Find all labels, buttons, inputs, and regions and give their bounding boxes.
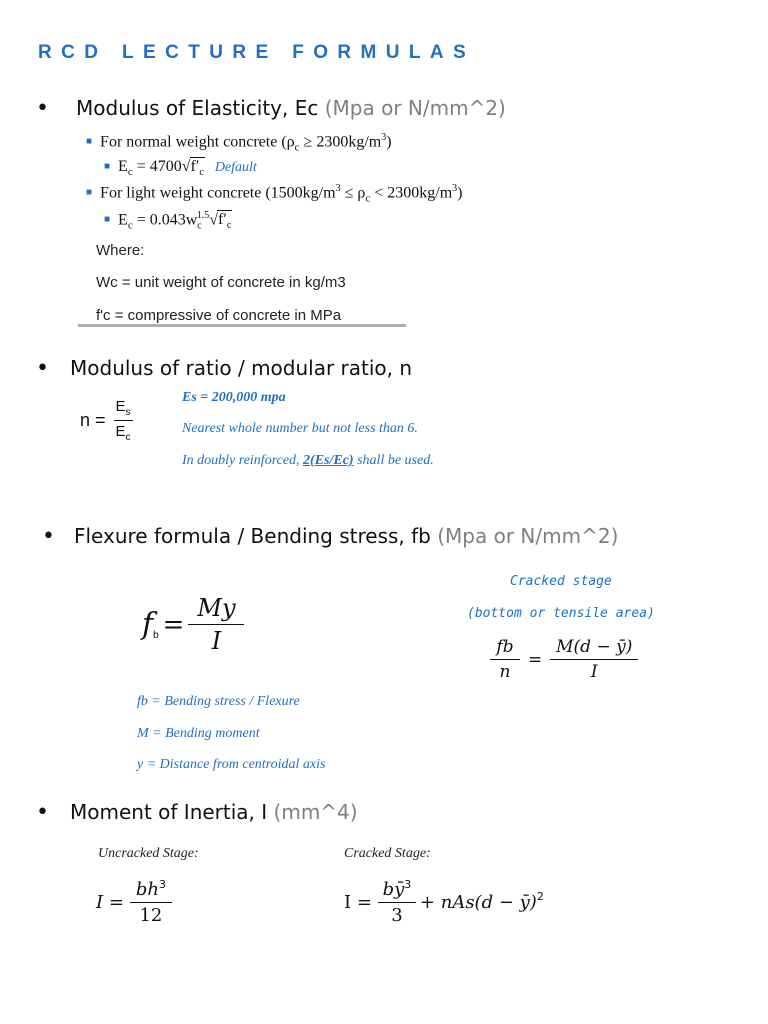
m-definition: M = Bending moment (137, 726, 260, 741)
normal-weight-line: ■ For normal weight concrete $(\rho_c \ge 2300kg/m^3)$ (86, 132, 392, 154)
tensile-area-label: (bottom or tensile area) (467, 606, 655, 621)
section-heading-inertia: Moment of Inertia, I (mm^4) (70, 800, 358, 824)
bullet: • (36, 800, 49, 825)
cracked-flexure-formula: $\frac{fb}{n}$ = $\frac{M(d - ȳ)}{I}$ (490, 637, 638, 682)
flexure-formula: f $_b$ = $\frac{My}{I}$ (142, 594, 244, 655)
square-bullet-icon: ■ (86, 136, 93, 148)
square-bullet-icon: ■ (104, 161, 111, 172)
fb-definition: fb = Bending stress / Flexure (137, 694, 300, 709)
ec-normal-formula: ■ $E_c = 4700√f'_c$ Default (104, 158, 257, 179)
cracked-inertia-formula: I = $\frac{bȳ^3}{3}$ + nAs(d − ȳ) $^2$ (344, 878, 544, 926)
bullet: • (36, 356, 49, 381)
divider (78, 324, 406, 327)
nearest-note: Nearest whole number but not less than 6. (182, 421, 418, 436)
section-heading-elasticity (76, 96, 506, 120)
es-note: Es = 200,000 mpa (182, 390, 286, 405)
light-weight-line: ■ For light weight concrete $(1500kg/m^3 \le \rho_c < 2300kg/m^3)$ (86, 183, 463, 205)
wc-definition: Wc = unit weight of concrete in kg/m3 (96, 274, 346, 291)
doubly-note: In doubly reinforced, 2(Es/Ec) shall be used. (182, 453, 434, 468)
cracked-stage-label: Cracked stage (510, 574, 612, 589)
section-heading-modular-ratio: Modulus of ratio / modular ratio, n (70, 356, 413, 380)
section-heading-flexure: Flexure formula / Bending stress, fb (Mpa or N/mm^2) (74, 524, 619, 548)
default-note: Default (214, 160, 257, 175)
y-definition: y = Distance from centroidal axis (137, 757, 326, 772)
cracked-label: Cracked Stage: (344, 846, 431, 861)
page-title: RCD LECTURE FORMULAS (38, 42, 476, 63)
square-bullet-icon: ■ (104, 214, 111, 226)
square-bullet-icon: ■ (86, 187, 93, 199)
bullet: • (42, 524, 55, 549)
heading-unit: (Mpa or N/mm^2) (324, 96, 506, 120)
uncracked-label: Uncracked Stage: (98, 846, 199, 861)
bullet: • (36, 96, 49, 121)
uncracked-inertia-formula: I = $\frac{bh^3}{12}$ (96, 878, 172, 926)
heading-text: Modulus of Elasticity, Ec (76, 96, 319, 120)
modular-ratio-formula: n = $\frac{E_s}{E_c}$ (80, 398, 131, 443)
where-label: Where: (96, 242, 145, 259)
ec-light-formula: ■ $E_c = 0.043w_c^{1.5}√f'_c$ (104, 210, 232, 232)
fc-definition: f'c = compressive of concrete in MPa (96, 307, 342, 324)
